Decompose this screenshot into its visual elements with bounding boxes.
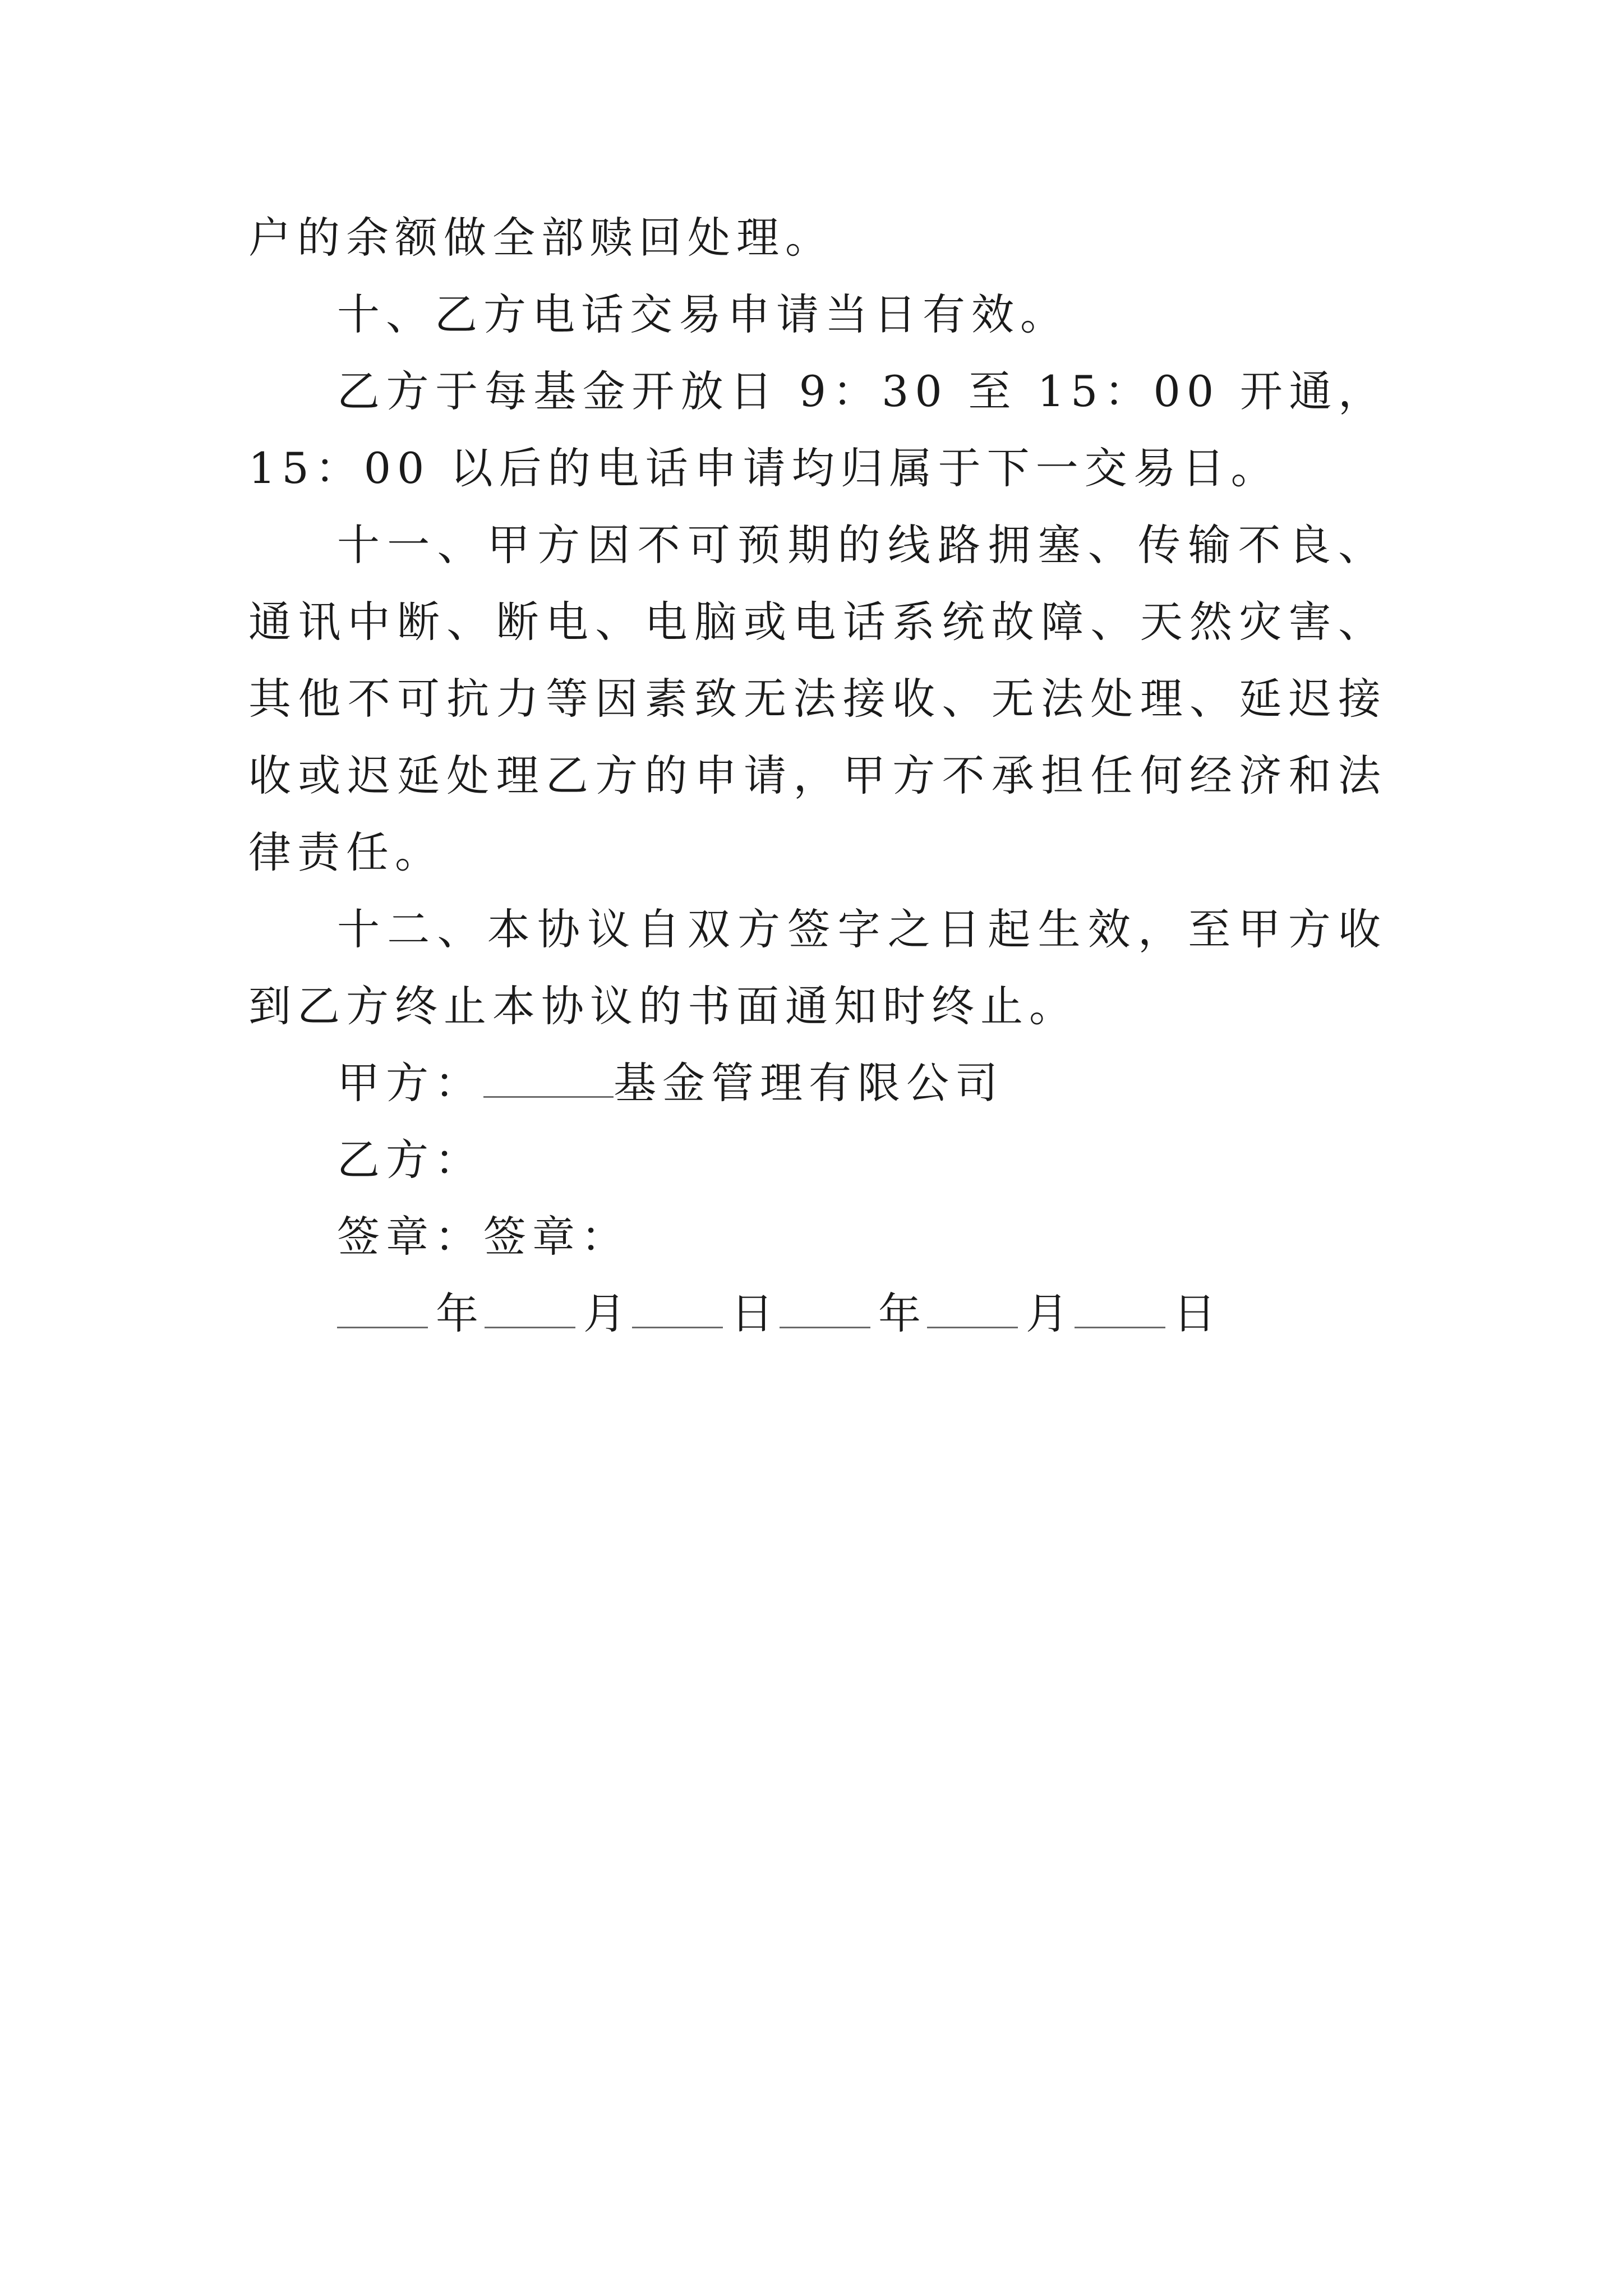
clause-12: 十二、本协议自双方签字之日起生效，至甲方收到乙方终止本协议的书面通知时终止。 bbox=[248, 904, 1387, 1031]
paragraph-redemption-continuation: 户的余额做全部赎回处理。 bbox=[248, 213, 834, 263]
day-blank-1 bbox=[632, 1291, 723, 1328]
clause-10: 十、乙方电话交易申请当日有效。 bbox=[337, 289, 1069, 339]
signature-labels: 签章：签章： bbox=[337, 1212, 630, 1262]
party-a-company-suffix: 基金管理有限公司 bbox=[614, 1058, 1004, 1108]
day-label-2: 日 bbox=[1173, 1289, 1222, 1338]
clause-10-hours: 乙方于每基金开放日 9：30 至 15：00 开通，15：00 以后的电话申请均归属于下一交易日。 bbox=[248, 366, 1387, 493]
date-line bbox=[248, 1275, 1387, 1352]
signature-line bbox=[248, 1198, 1387, 1275]
year-label-2: 年 bbox=[878, 1289, 927, 1338]
party-b-line bbox=[248, 1121, 1387, 1198]
party-b-label: 乙方： bbox=[337, 1135, 483, 1185]
party-a-line bbox=[248, 1045, 1387, 1121]
clause-11: 十一、甲方因不可预期的线路拥塞、传输不良、通讯中断、断电、电脑或电话系统故障、天然灾害、其他不可抗力等因素致无法接收、无法处理、延迟接收或迟延处理乙方的申请，甲方不承担任何经济和法律责任。 bbox=[248, 520, 1387, 877]
month-blank-1 bbox=[485, 1291, 575, 1328]
month-label-1: 月 bbox=[583, 1289, 632, 1338]
month-blank-2 bbox=[927, 1291, 1018, 1328]
day-label-1: 日 bbox=[731, 1289, 780, 1338]
party-a-blank bbox=[483, 1060, 614, 1098]
year-blank-2 bbox=[780, 1291, 870, 1328]
party-a-label: 甲方： bbox=[337, 1058, 483, 1108]
month-label-2: 月 bbox=[1026, 1289, 1075, 1338]
document-body bbox=[248, 199, 1387, 1352]
year-label-1: 年 bbox=[436, 1289, 485, 1338]
day-blank-2 bbox=[1075, 1291, 1165, 1328]
year-blank-1 bbox=[337, 1291, 428, 1328]
